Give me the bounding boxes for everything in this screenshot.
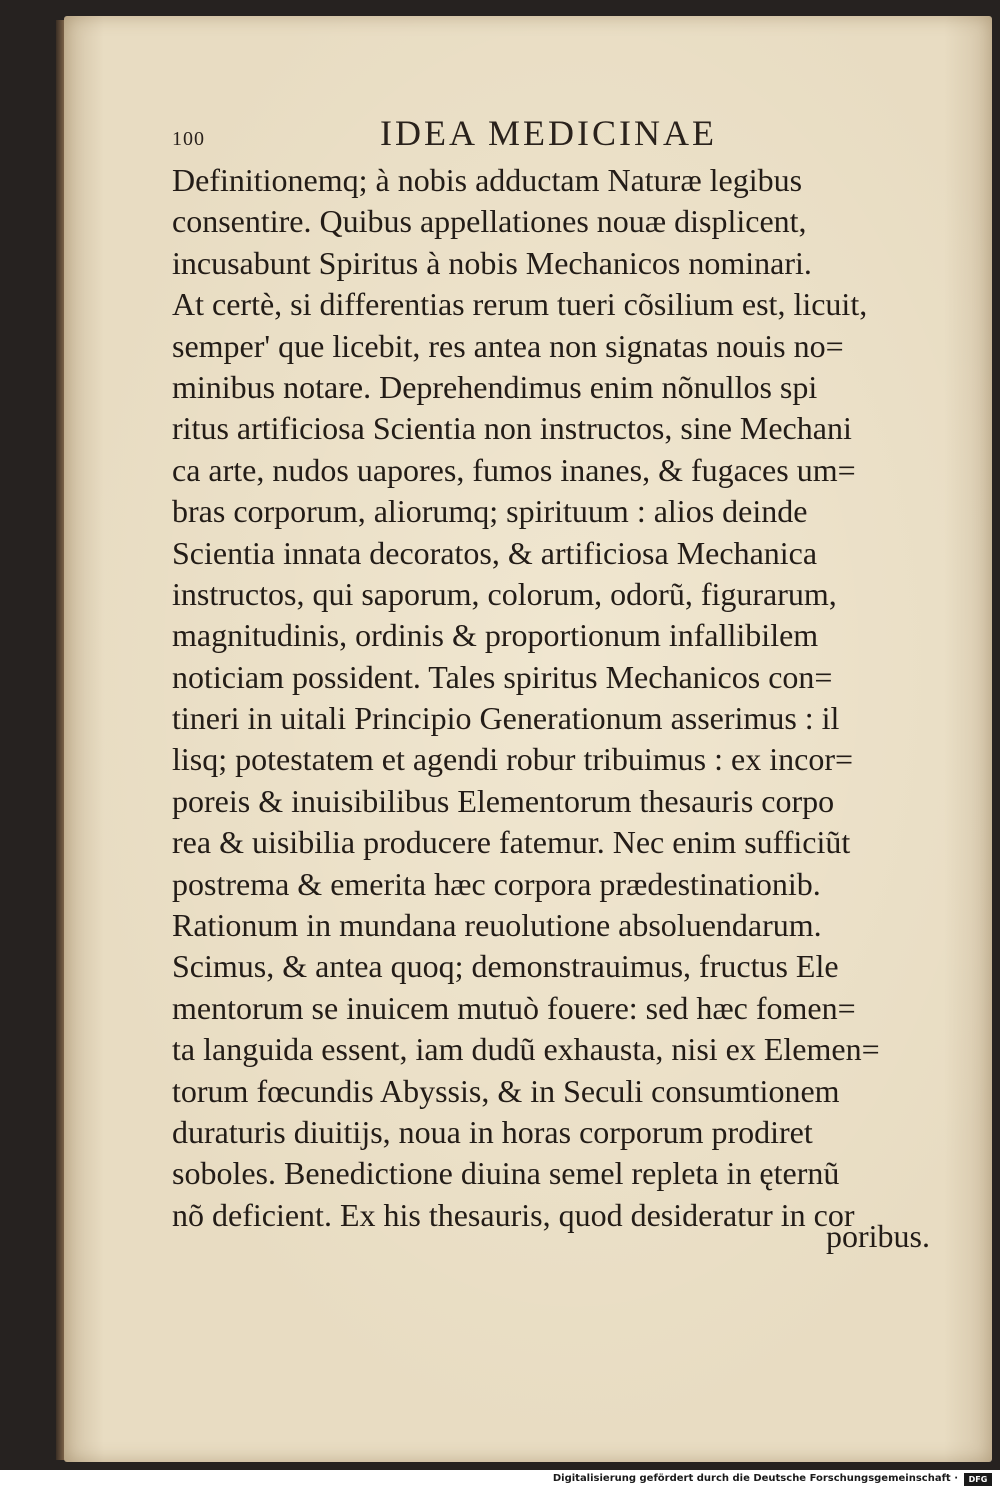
text-line: rea & uisibilia producere fatemur. Nec enim sufficiũt — [172, 824, 851, 861]
text-line: Scientia innata decoratos, & artificiosa Mechanica — [172, 534, 818, 571]
text-line: Scimus, & antea quoq; demonstrauimus, fructus Ele — [172, 948, 839, 985]
text-line: instructos, qui saporum, colorum, odorũ, figurarum, — [172, 575, 837, 612]
text-line: magnitudinis, ordinis & proportionum infallibilem — [172, 617, 819, 654]
text-line: At certè, si differentias rerum tueri cõsilium est, licuit, — [172, 286, 868, 323]
running-head: IDEA MEDICINAE — [380, 113, 717, 153]
text-line: ta languida essent, iam dudũ exhausta, nisi ex Elemen= — [172, 1031, 880, 1068]
text-line: poreis & inuisibilibus Elementorum thesauris corpo — [172, 782, 835, 819]
text-line: ca arte, nudos uapores, fumos inanes, & fugaces um= — [172, 451, 856, 488]
text-line: soboles. Benedictione diuina semel repleta in ęternũ — [172, 1155, 840, 1192]
body-text — [172, 160, 962, 1236]
text-line: bras corporum, aliorumq; spirituum : alios deinde — [172, 493, 808, 530]
text-line: lisq; potestatem et agendi robur tribuimus : ex incor= — [172, 741, 854, 778]
digitization-credit: Digitalisierung gefördert durch die Deutsche Forschungsgemeinschaft · — [552, 1473, 958, 1484]
text-line: minibus notare. Deprehendimus enim nõnullos spi — [172, 368, 818, 405]
text-line: tineri in uitali Principio Generationum asserimus : il — [172, 700, 840, 737]
dfg-logo-icon: DFG — [964, 1473, 992, 1486]
text-line: Rationum in mundana reuolutione absoluendarum. — [172, 907, 822, 944]
text-line: semper' que licebit, res antea non signatas nouis no= — [172, 327, 844, 364]
catchword: poribus. — [826, 1218, 930, 1254]
text-line: nõ deficient. Ex his thesauris, quod desideratur in cor — [172, 1196, 855, 1233]
page-number: 100 — [172, 128, 205, 150]
text-line: mentorum se inuicem mutuò fouere: sed hæc fomen= — [172, 989, 856, 1026]
text-line: incusabunt Spiritus à nobis Mechanicos nominari. — [172, 244, 812, 281]
text-line: noticiam possident. Tales spiritus Mechanicos con= — [172, 658, 833, 695]
text-line: ritus artificiosa Scientia non instructos, sine Mechani — [172, 410, 852, 447]
text-line: consentire. Quibus appellationes nouæ displicent, — [172, 203, 807, 240]
text-line: Definitionemq; à nobis adductam Naturæ legibus — [172, 162, 803, 198]
text-line: torum fœcundis Abyssis, & in Seculi consumtionem — [172, 1072, 840, 1109]
text-line: duraturis diuitijs, noua in horas corporum prodiret — [172, 1113, 813, 1150]
text-line: postrema & emerita hæc corpora prædestinationib. — [172, 865, 821, 902]
